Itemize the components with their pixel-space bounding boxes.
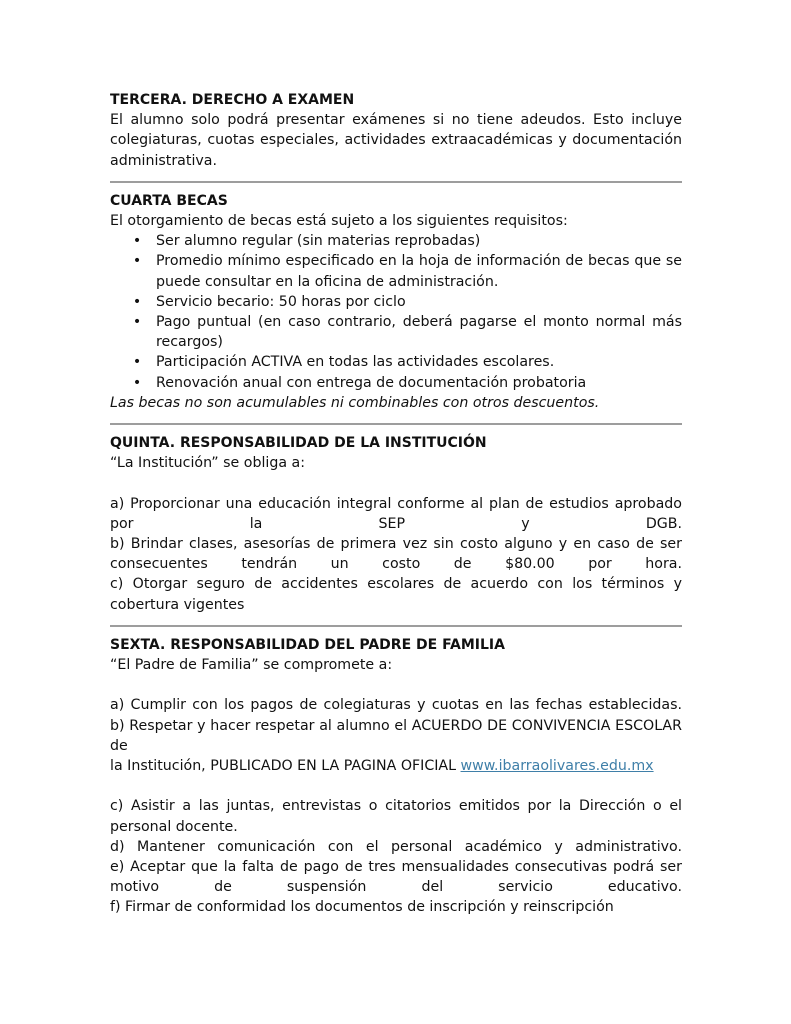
section-title: SEXTA. RESPONSABILIDAD DEL PADRE DE FAMILIA <box>110 636 505 653</box>
bullet-icon: • <box>132 314 142 331</box>
list-item-text: Servicio becario: 50 horas por ciclo <box>156 293 406 310</box>
section-tercera <box>110 90 682 171</box>
section-intro: “El Padre de Familia” se compromete a: <box>110 657 393 674</box>
section-title: TERCERA. DERECHO A EXAMEN <box>110 92 355 108</box>
list-item <box>132 373 682 393</box>
bullet-icon: • <box>132 374 142 391</box>
section-quinta <box>110 433 682 615</box>
clause-b-line1: b) Respetar y hacer respetar al alumno el ACUERDO DE CONVIVENCIA ESCOLAR de <box>110 717 682 754</box>
clause-b-line2 <box>110 756 682 776</box>
section-divider <box>110 181 682 183</box>
clause-d: d) Mantener comunicación con el personal académico y administrativo. <box>110 838 682 855</box>
list-item-text: Pago puntual (en caso contrario, deberá pagarse el monto normal más recargos) <box>156 314 682 351</box>
list-item-text: Ser alumno regular (sin materias reprobadas) <box>156 233 481 250</box>
blank-line <box>110 776 682 796</box>
list-item <box>132 251 682 291</box>
clause-a-line2: por la SEP y DGB. <box>110 515 682 532</box>
list-item <box>132 352 682 372</box>
section-body: El alumno solo podrá presentar exámenes si no tiene adeudos. Esto incluye colegiaturas, cuotas especiales, actividades extraacadémicas y documentación administrativa. <box>110 112 682 169</box>
list-item <box>132 312 682 352</box>
list-item-text: Promedio mínimo especificado en la hoja de información de becas que se puede consultar en la oficina de administración. <box>156 253 682 290</box>
bullet-icon: • <box>132 253 142 270</box>
bullet-icon: • <box>132 293 142 310</box>
section-divider <box>110 423 682 425</box>
list-item <box>132 292 682 312</box>
clause-c: c) Otorgar seguro de accidentes escolares de acuerdo con los términos y cobertura vigentes <box>110 576 682 613</box>
clause-b-text: la Institución, PUBLICADO EN LA PAGINA OFICIAL <box>110 758 461 775</box>
requirements-list <box>110 231 682 393</box>
section-intro: El otorgamiento de becas está sujeto a los siguientes requisitos: <box>110 213 568 230</box>
list-item-text: Participación ACTIVA en todas las actividades escolares. <box>156 354 555 371</box>
section-sexta <box>110 635 682 918</box>
clause-b-line2: consecuentes tendrán un costo de $80.00 por hora. <box>110 556 682 573</box>
clause-e-line2: motivo de suspensión del servicio educativo. <box>110 879 682 896</box>
section-title: CUARTA BECAS <box>110 192 228 209</box>
list-item <box>132 231 682 251</box>
section-note: Las becas no son acumulables ni combinables con otros descuentos. <box>110 394 600 411</box>
clause-b-line1: b) Brindar clases, asesorías de primera vez sin costo alguno y en caso de ser <box>110 536 682 553</box>
section-intro: “La Institución” se obliga a: <box>110 455 306 472</box>
document-page <box>110 90 682 918</box>
section-title: QUINTA. RESPONSABILIDAD DE LA INSTITUCIÓN <box>110 435 487 452</box>
website-link[interactable]: www.ibarraolivares.edu.mx <box>460 758 654 775</box>
section-cuarta <box>110 191 682 413</box>
section-divider <box>110 625 682 627</box>
list-item-text: Renovación anual con entrega de documentación probatoria <box>156 374 587 391</box>
bullet-icon: • <box>132 354 142 371</box>
clause-c: c) Asistir a las juntas, entrevistas o citatorios emitidos por la Dirección o el personal docente. <box>110 798 682 835</box>
clause-a-line1: a) Proporcionar una educación integral conforme al plan de estudios aprobado <box>110 495 682 512</box>
blank-line <box>110 473 682 493</box>
clause-a: a) Cumplir con los pagos de colegiaturas y cuotas en las fechas establecidas. <box>110 697 682 714</box>
bullet-icon: • <box>132 233 142 250</box>
blank-line <box>110 675 682 695</box>
clause-f: f) Firmar de conformidad los documentos de inscripción y reinscripción <box>110 899 614 916</box>
clause-e-line1: e) Aceptar que la falta de pago de tres mensualidades consecutivas podrá ser <box>110 859 682 876</box>
